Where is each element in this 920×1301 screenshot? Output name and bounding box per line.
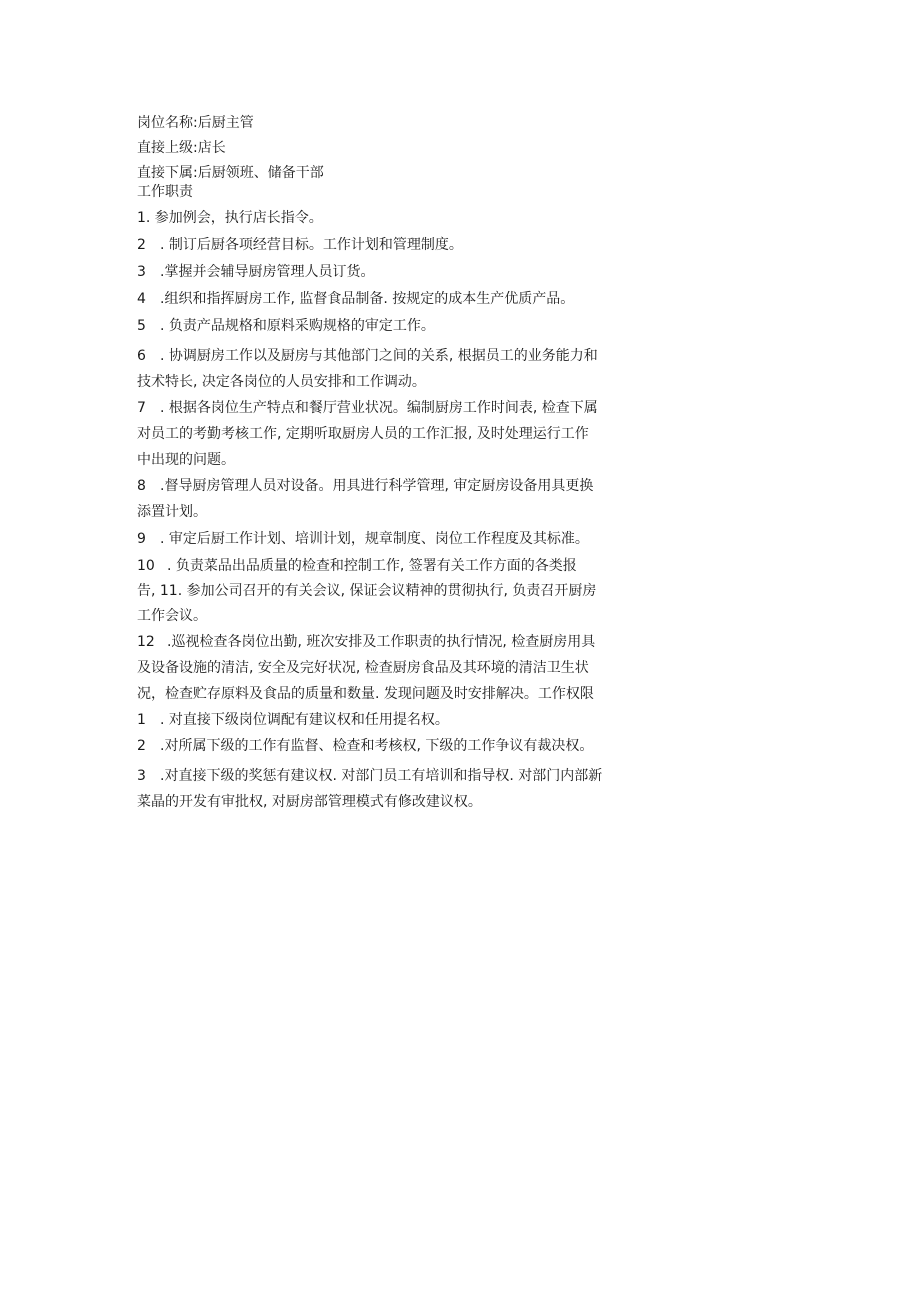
authority-text: .对所属下级的工作有监督、检查和考核权, 下级的工作争议有裁决权。 xyxy=(160,738,594,754)
duty-text: . 负责菜品出品质量的检查和控制工作, 签署有关工作方面的各类报 xyxy=(167,558,577,574)
authority-item-1 xyxy=(137,709,657,732)
duty-line: 告, 11. 参加公司召开的有关会议, 保证会议精神的贯彻执行, 负责召开厨房 xyxy=(137,583,597,599)
duty-number: 6 xyxy=(137,348,146,364)
duty-text: . 审定后厨工作计划、培训计划，规章制度、岗位工作程度及其标准。 xyxy=(160,531,589,547)
authority-number: 2 xyxy=(137,738,146,754)
authority-item-2 xyxy=(137,735,657,758)
duty-item-8 xyxy=(137,475,657,524)
duties-heading: 工作职责 xyxy=(137,184,193,200)
document-page xyxy=(137,112,657,814)
direct-superior: 直接上级:店长 xyxy=(137,140,226,156)
duty-number: 3 xyxy=(137,264,146,280)
duty-text: .督导厨房管理人员对设备。用具进行科学管理, 审定厨房设备用具更换 xyxy=(160,478,594,494)
duty-text: .巡视检查各岗位出勤, 班次安排及工作职责的执行情况, 检查厨房用具 xyxy=(167,634,596,650)
authority-number: 1 xyxy=(137,712,146,728)
duty-line xyxy=(137,475,657,498)
authority-line xyxy=(137,765,657,788)
duty-line xyxy=(137,555,657,578)
duty-line: 及设备设施的清洁, 安全及完好状况, 检查厨房食品及其环境的清洁卫生状 xyxy=(137,660,589,676)
duty-item-12 xyxy=(137,631,657,706)
duty-item-9 xyxy=(137,528,657,551)
duty-text: . 制订后厨各项经营目标。工作计划和管理制度。 xyxy=(160,237,463,253)
duty-text: .组织和指挥厨房工作, 监督食品制备. 按规定的成本生产优质产品。 xyxy=(160,291,575,307)
authority-text: .对直接下级的奖惩有建议权. 对部门员工有培训和指导权. 对部门内部新 xyxy=(160,768,603,784)
duty-number: 12 xyxy=(137,634,155,650)
authority-number: 3 xyxy=(137,768,146,784)
duty-line: 技术特长, 决定各岗位的人员安排和工作调动。 xyxy=(137,374,426,390)
duty-number: 2 xyxy=(137,237,146,253)
direct-subordinates: 直接下属:后厨领班、储备干部 xyxy=(137,165,324,181)
duty-number: 5 xyxy=(137,318,146,334)
duty-number: 7 xyxy=(137,400,146,416)
duty-number: 8 xyxy=(137,478,146,494)
duty-number: 9 xyxy=(137,531,146,547)
duty-text: . 协调厨房工作以及厨房与其他部门之间的关系, 根据员工的业务能力和 xyxy=(160,348,598,364)
duty-item-7 xyxy=(137,397,657,472)
authority-item-3 xyxy=(137,765,657,814)
duty-text: .掌握并会辅导厨房管理人员订货。 xyxy=(160,264,375,280)
duty-item-2 xyxy=(137,234,657,257)
duty-text: . 负责产品规格和原料采购规格的审定工作。 xyxy=(160,318,435,334)
duty-line: 添置计划。 xyxy=(137,504,207,520)
duty-item-3 xyxy=(137,261,657,284)
duty-item-4 xyxy=(137,288,657,311)
position-name: 岗位名称:后厨主管 xyxy=(137,115,254,131)
duty-text: . 根据各岗位生产特点和餐厅营业状况。编制厨房工作时间表, 检查下属 xyxy=(160,400,598,416)
duty-item-1: 1. 参加例会，执行店长指令。 xyxy=(137,210,323,226)
duty-line xyxy=(137,631,657,654)
duty-line: 工作会议。 xyxy=(137,608,207,624)
duty-line: 中出现的问题。 xyxy=(137,452,235,468)
duty-number: 10 xyxy=(137,558,155,574)
duty-item-5 xyxy=(137,315,657,338)
duty-line: 对员工的考勤考核工作, 定期听取厨房人员的工作汇报, 及时处理运行工作 xyxy=(137,426,589,442)
authority-text: . 对直接下级岗位调配有建议权和任用提名权。 xyxy=(160,712,449,728)
duty-line xyxy=(137,345,657,368)
authority-line: 菜晶的开发有审批权, 对厨房部管理模式有修改建议权。 xyxy=(137,794,482,810)
duty-number: 4 xyxy=(137,291,146,307)
duty-line xyxy=(137,397,657,420)
duty-item-10 xyxy=(137,555,657,628)
duty-item-6 xyxy=(137,345,657,394)
duty-line: 况，检查贮存原料及食品的质量和数量. 发现问题及时安排解决。工作权限 xyxy=(137,686,594,702)
